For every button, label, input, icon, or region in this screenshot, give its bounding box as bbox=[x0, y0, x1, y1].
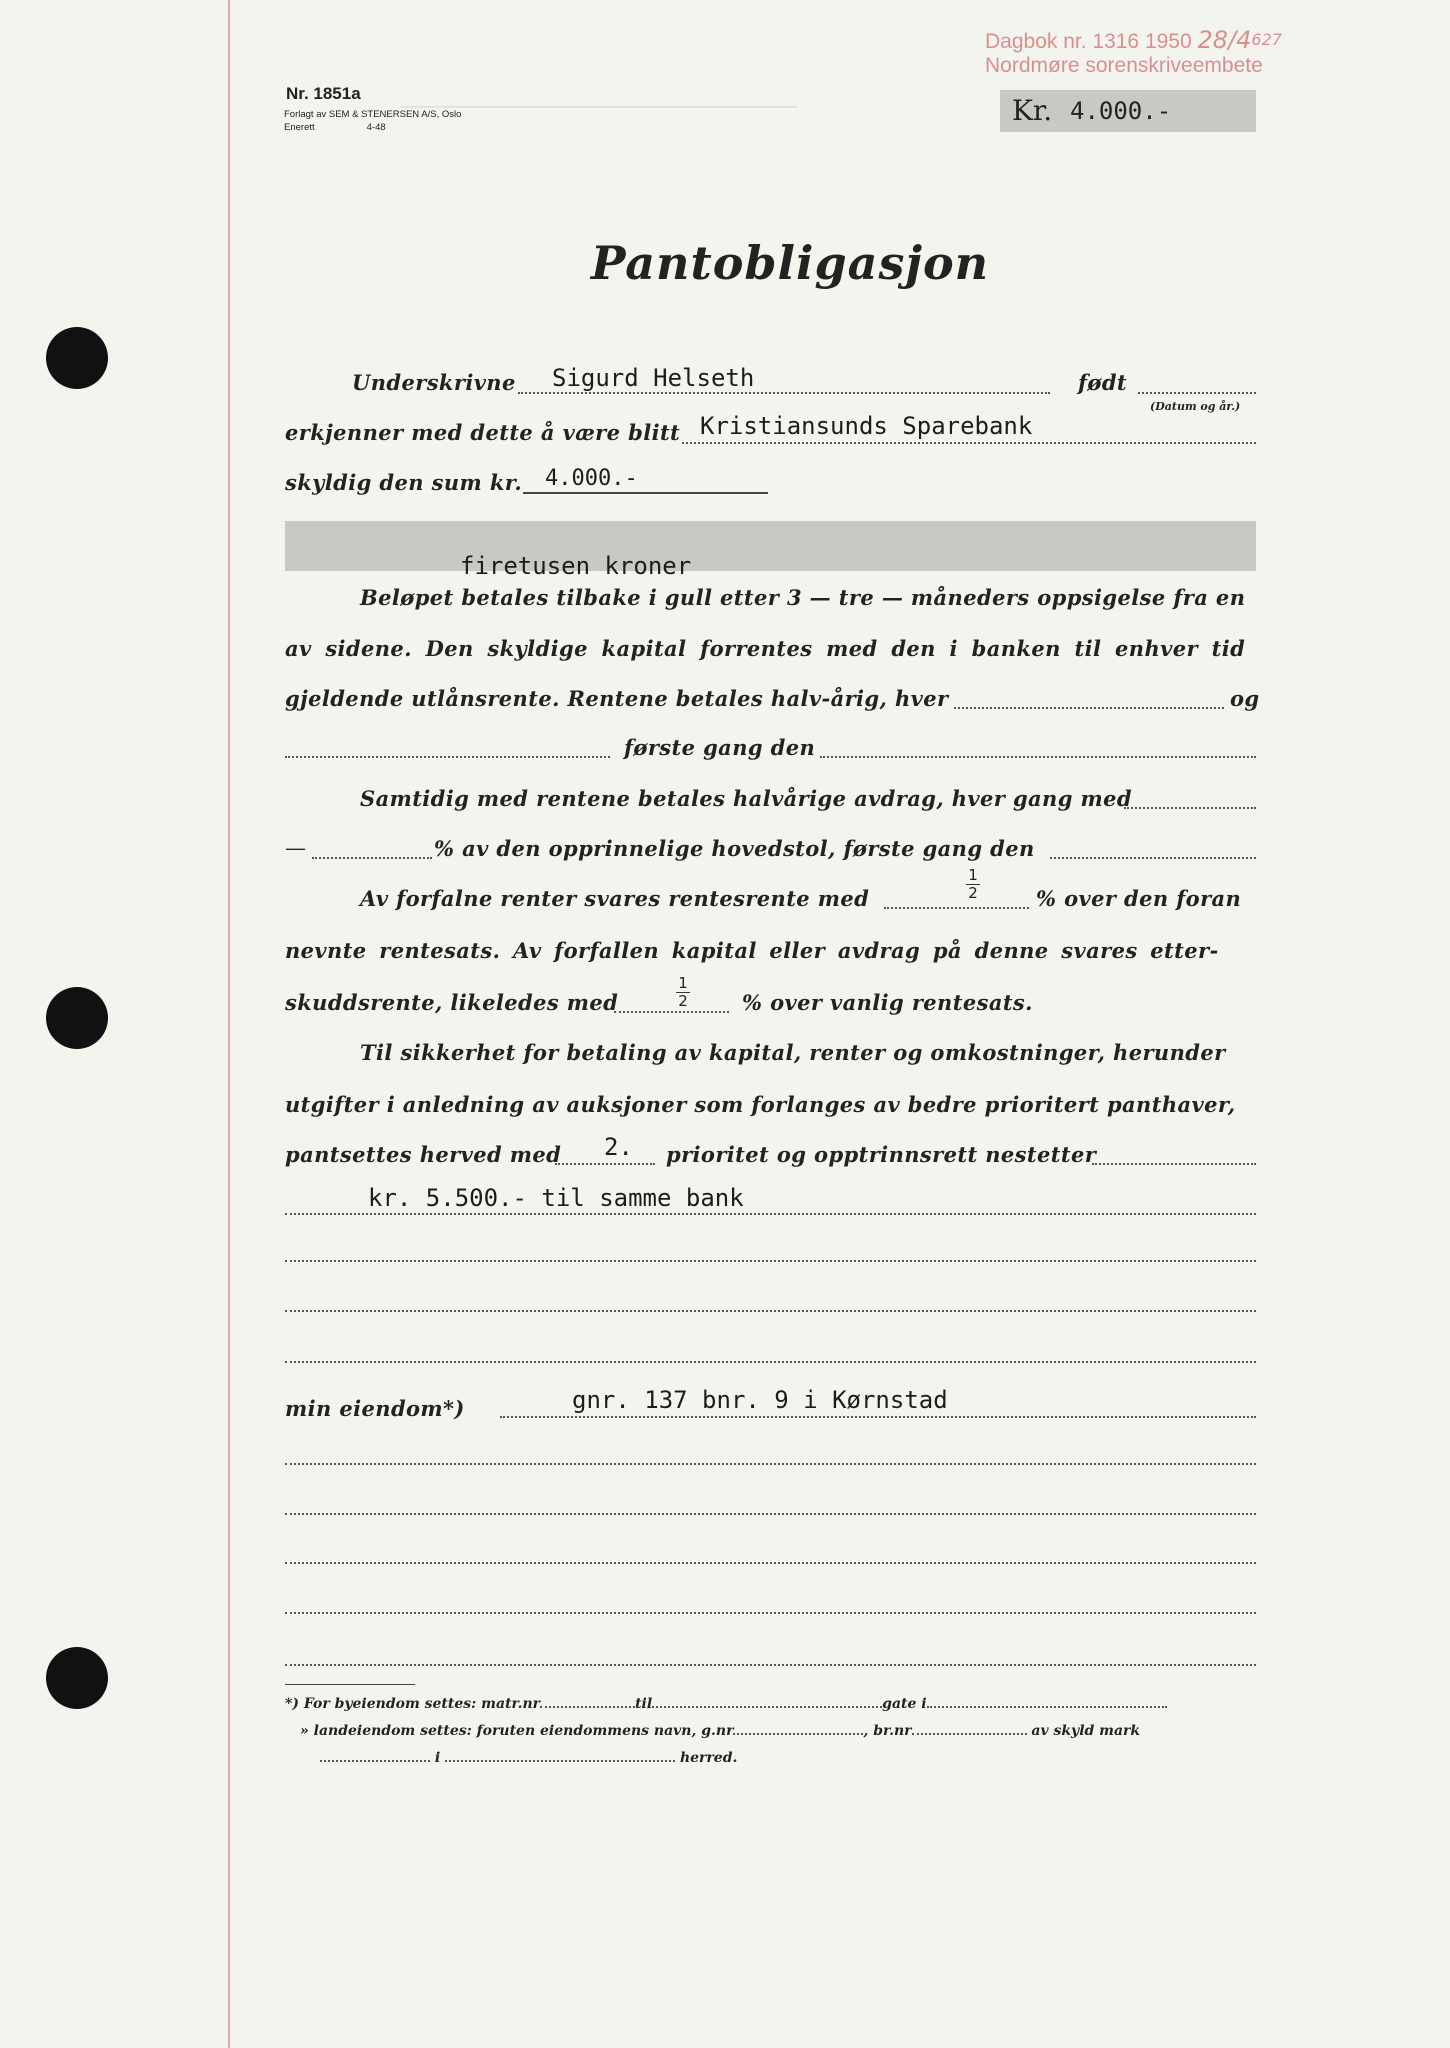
body-line: % av den opprinnelige hovedstol, første gang den bbox=[434, 836, 1035, 861]
blank-line bbox=[285, 1562, 1256, 1564]
property-description: gnr. 137 bnr. 9 i Kørnstad bbox=[572, 1386, 948, 1414]
body-line: — bbox=[285, 836, 307, 860]
publisher-line: Forlagt av SEM & STENERSEN A/S, Oslo bbox=[284, 109, 462, 120]
prior-claims-line bbox=[1092, 1163, 1256, 1165]
debt-amount: 4.000.- bbox=[545, 466, 638, 491]
footnote-line: » landeiendom settes: foruten eiendommens navn, g.nr , br.nr av skyld mark bbox=[300, 1723, 1141, 1739]
margin-line bbox=[228, 0, 230, 2048]
creditor-name: Kristiansunds Sparebank bbox=[700, 412, 1033, 440]
body-line: utgifter i anledning av auksjoner som forlanges av bedre prioritert panthaver, bbox=[285, 1092, 1236, 1117]
default-rate-fraction: 1 2 bbox=[676, 976, 690, 1009]
body-line: % over vanlig rentesats. bbox=[742, 990, 1033, 1015]
signer-name: Sigurd Helseth bbox=[552, 364, 755, 392]
footnote-rule bbox=[285, 1684, 415, 1685]
body-line: første gang den bbox=[624, 735, 816, 760]
body-line: Av forfalne renter svares rentesrente med bbox=[360, 886, 870, 911]
stamp-date: 28/4 bbox=[1197, 26, 1252, 54]
form-number: Nr. 1851a bbox=[286, 84, 361, 103]
first-date-line bbox=[820, 756, 1256, 758]
publisher-rights: Enerett bbox=[284, 122, 315, 133]
debt-line bbox=[523, 492, 768, 494]
interest-term-line bbox=[954, 707, 1224, 709]
creditor-line bbox=[682, 442, 1256, 444]
percent-line bbox=[312, 857, 432, 859]
blank-line bbox=[285, 1513, 1256, 1515]
blank-line bbox=[285, 1664, 1256, 1666]
body-line: prioritet og opptrinnsrett nestetter bbox=[666, 1142, 1097, 1167]
body-line: Beløpet betales tilbake i gull etter 3 — tre — måneders oppsigelse fra en bbox=[360, 585, 1246, 610]
body-line: Samtidig med rentene betales halvårige avdrag, hver gang med bbox=[360, 786, 1132, 811]
born-line bbox=[1138, 392, 1256, 394]
footnote-line: i herred. bbox=[320, 1750, 737, 1766]
stamp-court: Nordmøre sorenskriveembete bbox=[985, 54, 1263, 77]
punch-hole bbox=[46, 1647, 108, 1709]
fill-line bbox=[285, 756, 610, 758]
default-rate-line bbox=[614, 1011, 729, 1013]
blank-line bbox=[285, 1213, 1256, 1215]
amount-words-band bbox=[285, 521, 1256, 571]
priority-value: 2. bbox=[604, 1133, 633, 1161]
amount-words: firetusen kroner bbox=[460, 552, 692, 580]
amount-label: Kr. bbox=[1012, 94, 1053, 127]
registry-stamp bbox=[985, 28, 1282, 78]
document-title: Pantobligasjon bbox=[590, 236, 990, 290]
first-installment-line bbox=[1050, 857, 1256, 859]
stamp-journal-number: Dagbok nr. 1316 1950 bbox=[985, 30, 1192, 53]
priority-line bbox=[555, 1163, 655, 1165]
debt-label: skyldig den sum kr. bbox=[285, 470, 523, 495]
publisher-info bbox=[284, 108, 461, 134]
amount-box bbox=[1000, 90, 1256, 132]
body-line: skuddsrente, likeledes med bbox=[285, 990, 619, 1015]
born-hint: (Datum og år.) bbox=[1150, 400, 1241, 413]
property-label: min eiendom*) bbox=[285, 1396, 465, 1421]
body-line: Til sikkerhet for betaling av kapital, renter og omkostninger, herunder bbox=[360, 1040, 1226, 1065]
punch-hole bbox=[46, 987, 108, 1049]
born-label: født bbox=[1078, 370, 1128, 395]
footnote-line: *) For byeiendom settes: matr.nr til gate i bbox=[285, 1696, 1167, 1712]
blank-line bbox=[285, 1361, 1256, 1363]
amount-value: 4.000.- bbox=[1070, 97, 1172, 125]
compound-rate-fraction: 1 2 bbox=[966, 868, 980, 901]
body-line: gjeldende utlånsrente. Rentene betales halv-årig, hver bbox=[285, 686, 949, 711]
signer-line bbox=[518, 392, 1050, 394]
compound-rate-line bbox=[884, 907, 1029, 909]
blank-line bbox=[285, 1612, 1256, 1614]
body-line: og bbox=[1230, 686, 1260, 711]
bleed-through-text: ──────────────────────────────────────────── bbox=[400, 98, 798, 116]
body-line: pantsettes herved med bbox=[285, 1142, 562, 1167]
blank-line bbox=[285, 1310, 1256, 1312]
blank-line bbox=[285, 1463, 1256, 1465]
body-line: % over den foran bbox=[1036, 886, 1242, 911]
signer-label: Underskrivne bbox=[352, 370, 516, 395]
creditor-label: erkjenner med dette å være blitt bbox=[285, 420, 681, 445]
blank-line bbox=[285, 1260, 1256, 1262]
publisher-edition: 4-48 bbox=[366, 122, 386, 133]
body-line: nevnte rentesats. Av forfallen kapital eller avdrag på denne svares etter- bbox=[285, 938, 1219, 963]
body-line: av sidene. Den skyldige kapital forrentes med den i banken til enhver tid bbox=[285, 636, 1246, 661]
property-line bbox=[500, 1416, 1256, 1418]
stamp-page: 627 bbox=[1251, 30, 1282, 49]
installment-line bbox=[1124, 807, 1256, 809]
prior-loan: kr. 5.500.- til samme bank bbox=[368, 1184, 744, 1212]
punch-hole bbox=[46, 327, 108, 389]
